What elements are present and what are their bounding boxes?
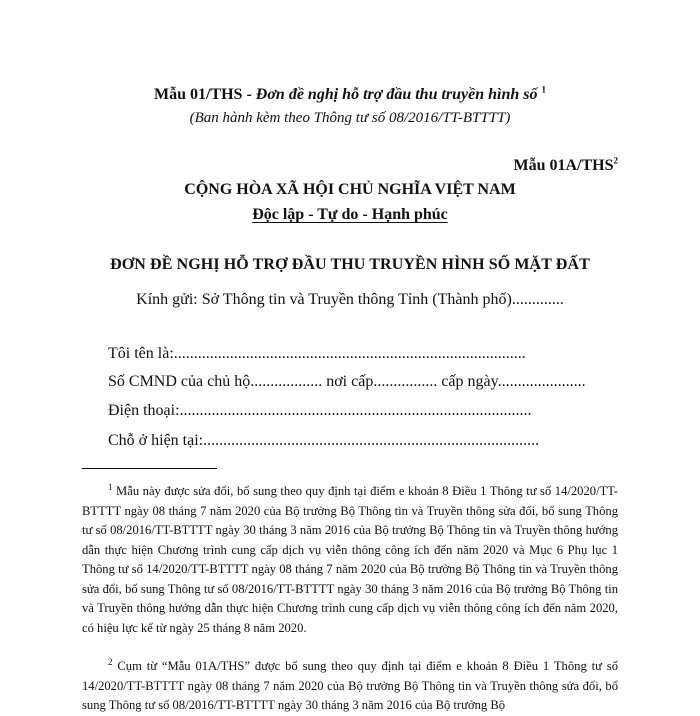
recipient-line: Kính gửi: Sở Thông tin và Truyền thông Tỉnh (Thành phố).............	[136, 291, 564, 308]
form-code	[513, 157, 618, 175]
footnote-2-text: Cụm từ “Mẫu 01A/THS” được bổ sung theo quy định tại điểm e khoản 8 Điều 1 Thông tư số 14/2020/TT-BTTTT ngày 08 tháng 7 năm 2020 của Bộ trưởng Bộ Thông tin và Truyền thông sửa đổi, bổ sung Thông tư số 08/2016/TT-BTTTT ngày 30 tháng 3 năm 2016 của Bộ trưởng Bộ	[82, 659, 618, 712]
footnote-2	[82, 657, 618, 716]
footnote-1-text: Mẫu này được sửa đổi, bổ sung theo quy định tại điểm e khoản 8 Điều 1 Thông tư số 14/2020/TT-BTTTT ngày 08 tháng 7 năm 2020 của Bộ trưởng Bộ Thông tin và Truyền thông sửa đổi, bổ sung Thông tư số 08/2016/TT-BTTTT ngày 30 tháng 3 năm 2016 của Bộ trưởng Bộ Thông tin và Truyền thông hướng dẫn thực hiện Chương trình cung cấp dịch vụ viễn thông công ích đến năm 2020 và Mục 6 Phụ lục 1 Thông tư số 14/2020/TT-BTTTT ngày 08 tháng 7 năm 2020 của Bộ trưởng Bộ Thông tin và Truyền thông sửa đổi, bổ sung Thông tư số 08/2016/TT-BTTTT ngày 30 tháng 3 năm 2016 của Bộ trưởng Bộ Thông tin và Truyền thông hướng dẫn thực hiện Chương trình cung cấp dịch vụ viễn thông công ích đến năm 2020, có hiệu lực kể từ ngày 25 tháng 8 năm 2020.	[82, 484, 618, 635]
field-phone[interactable]: Điện thoại:........................................................................................	[108, 402, 532, 419]
form-code-text: Mẫu 01A/THS	[513, 157, 614, 174]
footnote-1-mark: 1	[108, 481, 113, 492]
footnote-ref-1[interactable]: 1	[541, 84, 546, 95]
field-id-card[interactable]: Số CMND của chủ hộ.................. nơi cấp................ cấp ngày......................	[108, 373, 586, 390]
footnote-2-mark: 2	[108, 656, 113, 667]
field-address[interactable]: Chỗ ở hiện tại:....................................................................................	[108, 432, 540, 449]
motto-text: Độc lập - Tự do - Hạnh phúc	[252, 206, 448, 223]
document-title: ĐƠN ĐỀ NGHỊ HỖ TRỢ ĐẦU THU TRUYỀN HÌNH SỐ MẶT ĐẤT	[110, 256, 590, 273]
footnote-ref-2[interactable]: 2	[613, 155, 618, 166]
form-heading-bold: Mẫu 01/THS -	[153, 86, 256, 103]
form-heading-italic: Đơn đề nghị hỗ trợ đầu thu truyền hình số	[255, 86, 538, 103]
field-full-name[interactable]: Tôi tên là:........................................................................................	[108, 345, 526, 362]
form-heading	[0, 86, 700, 104]
footnote-1	[82, 482, 618, 638]
footnote-separator	[82, 468, 217, 469]
motto	[0, 206, 700, 224]
issued-by-note: (Ban hành kèm theo Thông tư số 08/2016/TT-BTTTT)	[189, 110, 511, 126]
nation-header: CỘNG HÒA XÃ HỘI CHỦ NGHĨA VIỆT NAM	[184, 181, 516, 198]
